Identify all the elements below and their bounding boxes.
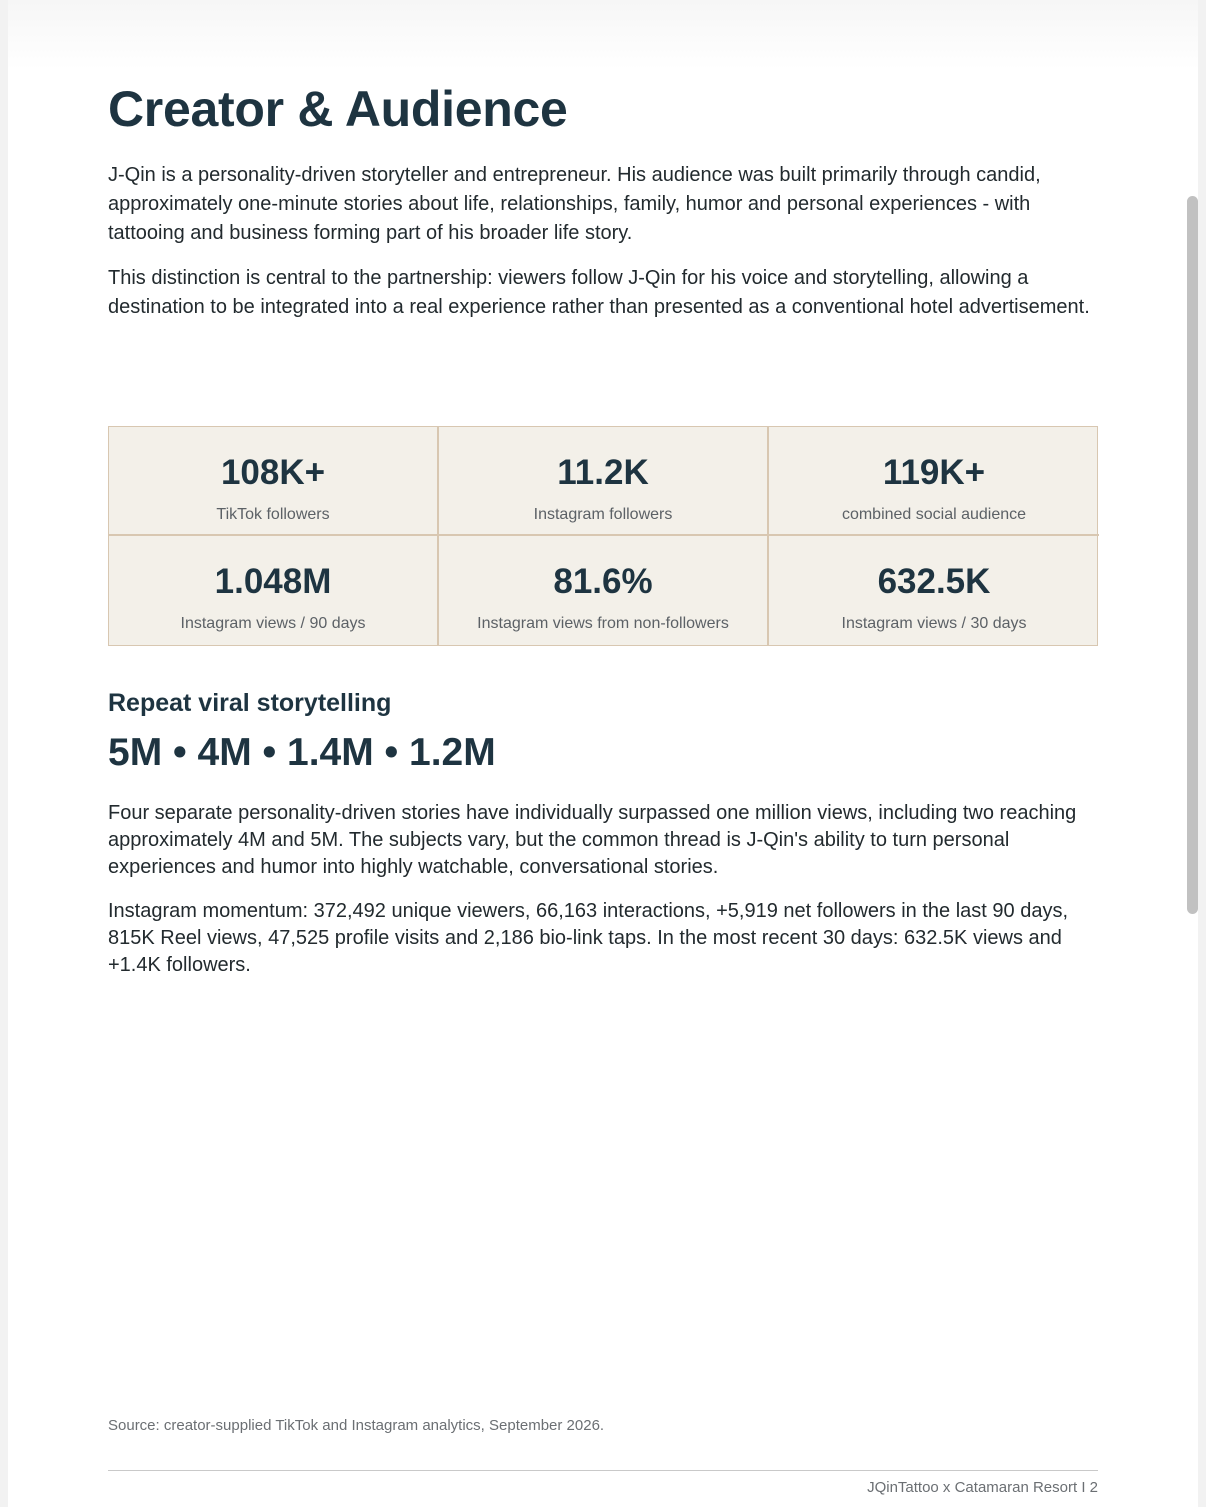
stat-label: Instagram followers: [533, 506, 673, 523]
viral-paragraph-1: Four separate personality-driven stories have individually surpassed one million views, including two reaching approximately 4M and 5M. The subjects vary, but the common thread is J-Qin's ability to turn personal experiences and humor into highly watchable, conversational stories.: [108, 802, 1077, 878]
stat-label: Instagram views / 90 days: [180, 615, 366, 632]
page-title: Creator & Audience: [108, 81, 568, 137]
page-footer: JQinTattoo x Catamaran Resort I 2: [867, 1479, 1098, 1496]
viral-view-figures: 5M • 4M • 1.4M • 1.2M: [108, 731, 496, 774]
footer-divider: [108, 1470, 1098, 1471]
stat-value: 1.048M: [214, 562, 332, 601]
stat-value: 81.6%: [553, 562, 653, 601]
section-heading-viral: Repeat viral storytelling: [108, 689, 392, 717]
stat-label: TikTok followers: [216, 506, 330, 523]
stat-value: 632.5K: [877, 562, 991, 601]
stat-card-instagram-followers: [439, 427, 769, 536]
instagram-momentum-paragraph: Instagram momentum: 372,492 unique viewers, 66,163 interactions, +5,919 net followers in the last 90 days, 815K Reel views, 47,525 profile visits and 2,186 bio-link taps. In the most recent 30 days: 632.5K views and +1.4K followers.: [108, 900, 1068, 976]
stat-card-instagram-views-90-days: [109, 536, 439, 645]
stat-value: 108K+: [220, 453, 326, 492]
top-shadow: [8, 0, 1198, 70]
intro-paragraph-2: This distinction is central to the partnership: viewers follow J-Qin for his voice and storytelling, allowing a destination to be integrated into a real experience rather than presented as a conventional hotel advertisement.: [108, 267, 1090, 318]
source-note: Source: creator-supplied TikTok and Instagram analytics, September 2026.: [108, 1417, 605, 1434]
stat-value: 11.2K: [557, 453, 649, 492]
intro-paragraph-1: J-Qin is a personality-driven storyteller and entrepreneur. His audience was built primarily through candid, approximately one-minute stories about life, relationships, family, humor and personal experiences - with tattooing and business forming part of his broader life story.: [108, 164, 1041, 244]
stat-card-tiktok-followers: [109, 427, 439, 536]
stat-card-instagram-views-30-days: [769, 536, 1099, 645]
stat-card-non-follower-views: [439, 536, 769, 645]
stats-grid: [108, 426, 1098, 646]
stat-label: combined social audience: [841, 506, 1027, 523]
stat-card-combined-audience: [769, 427, 1099, 536]
document-page: [8, 0, 1198, 1507]
stat-label: Instagram views / 30 days: [841, 615, 1027, 632]
vertical-scrollbar-thumb[interactable]: [1187, 196, 1198, 914]
stat-label: Instagram views from non-followers: [477, 615, 729, 632]
stat-value: 119K+: [882, 453, 986, 492]
